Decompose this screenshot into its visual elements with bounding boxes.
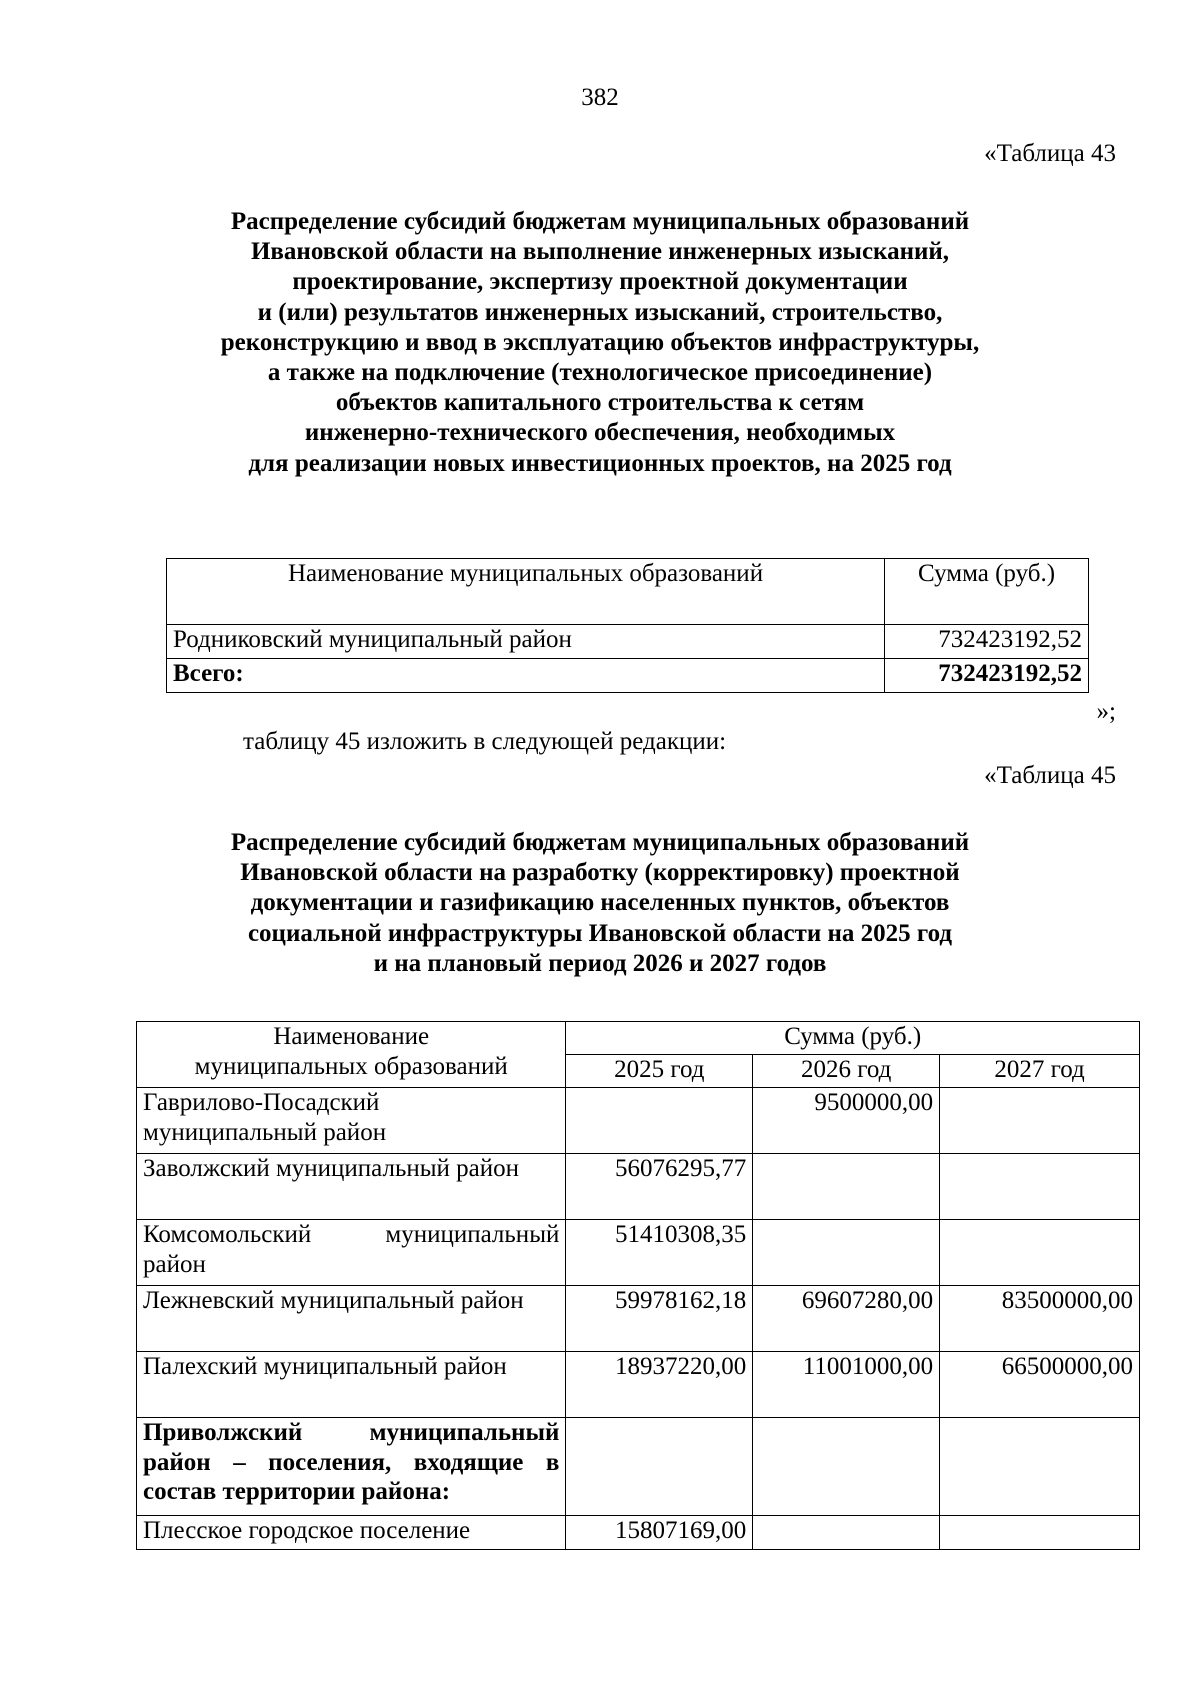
cell-2026: [753, 1516, 940, 1550]
cell-2025: 15807169,00: [566, 1516, 753, 1550]
table-row: [137, 1516, 1140, 1550]
heading-line: Ивановской области на выполнение инженерных изысканий,: [250, 238, 950, 266]
cell-2025: 18937220,00: [566, 1352, 753, 1418]
table-header-row: [167, 559, 1089, 625]
cell-name: Приволжский муниципальный район – поселения, входящие в состав территории района:: [137, 1418, 566, 1516]
table-45-reference: «Таблица 45: [984, 762, 1116, 789]
heading-line: социальной инфраструктуры Ивановской области на 2025 год: [247, 919, 953, 947]
table-header-row: [137, 1022, 1140, 1055]
table-45: [136, 1021, 1140, 1550]
table-43: [166, 558, 1089, 693]
cell-name: Гаврилово-Посадский муниципальный район: [137, 1088, 566, 1154]
cell-2027: [940, 1220, 1140, 1286]
cell-2025: 51410308,35: [566, 1220, 753, 1286]
table-row: [137, 1418, 1140, 1516]
cell-name: Лежневский муниципальный район: [137, 1286, 566, 1352]
table-row: [167, 625, 1089, 659]
cell-2026: 69607280,00: [753, 1286, 940, 1352]
column-header-sum: Сумма (руб.): [566, 1022, 1140, 1055]
column-header-name: Наименование муниципальных образований: [167, 559, 885, 625]
cell-2026: [753, 1220, 940, 1286]
heading-line: объектов капитального строительства к сетям: [335, 389, 865, 417]
cell-2027: [940, 1516, 1140, 1550]
cell-2026: 9500000,00: [753, 1088, 940, 1154]
heading-line: реконструкцию и ввод в эксплуатацию объектов инфраструктуры,: [220, 328, 980, 356]
cell-name: Заволжский муниципальный район: [137, 1154, 566, 1220]
heading-line: инженерно-технического обеспечения, необходимых: [304, 419, 896, 447]
heading-line: проектирование, экспертизу проектной документации: [292, 268, 908, 296]
heading-line: Ивановской области на разработку (корректировку) проектной: [240, 859, 960, 887]
cell-2025: 56076295,77: [566, 1154, 753, 1220]
cell-name: Палехский муниципальный район: [137, 1352, 566, 1418]
column-header-year: 2025 год: [566, 1055, 753, 1088]
heading-line: Распределение субсидий бюджетам муниципальных образований: [230, 829, 970, 856]
heading-line: документации и газификацию населенных пунктов, объектов: [250, 889, 950, 917]
total-label: Всего:: [167, 659, 885, 693]
table-row: [137, 1088, 1140, 1154]
column-header-sum: Сумма (руб.): [885, 559, 1089, 625]
closing-quote: »;: [1096, 698, 1116, 725]
cell-2025: 59978162,18: [566, 1286, 753, 1352]
heading-line: Распределение субсидий бюджетам муниципальных образований: [230, 208, 970, 235]
table-row: [137, 1220, 1140, 1286]
table-row: [137, 1154, 1140, 1220]
cell-2026: [753, 1154, 940, 1220]
table-total-row: [167, 659, 1089, 693]
column-header-year: 2027 год: [940, 1055, 1140, 1088]
cell-name: Плесское городское поселение: [137, 1516, 566, 1550]
column-header-name-line: муниципальных образований: [194, 1052, 508, 1080]
table-43-heading: [140, 207, 1060, 479]
column-header-name: [137, 1022, 566, 1088]
instruction-text: таблицу 45 изложить в следующей редакции:: [243, 728, 727, 755]
total-sum: 732423192,52: [885, 659, 1089, 693]
heading-line: и (или) результатов инженерных изысканий, строительство,: [257, 298, 943, 326]
cell-2026: [753, 1418, 940, 1516]
table-row: [137, 1352, 1140, 1418]
table-43-reference: «Таблица 43: [984, 140, 1116, 167]
cell-2027: 83500000,00: [940, 1286, 1140, 1352]
cell-name: Комсомольский муниципальный район: [137, 1220, 566, 1286]
cell-2025: [566, 1088, 753, 1154]
table-45-heading: [140, 828, 1060, 979]
page-number: 382: [581, 84, 619, 111]
column-header-year: 2026 год: [753, 1055, 940, 1088]
column-header-name-line: Наименование: [273, 1023, 430, 1050]
cell-2025: [566, 1418, 753, 1516]
cell-2027: 66500000,00: [940, 1352, 1140, 1418]
table-row: [137, 1286, 1140, 1352]
cell-2026: 11001000,00: [753, 1352, 940, 1418]
cell-2027: [940, 1418, 1140, 1516]
heading-line: для реализации новых инвестиционных проектов, на 2025 год: [248, 449, 952, 477]
heading-line: а также на подключение (технологическое присоединение): [267, 359, 933, 387]
cell-sum: 732423192,52: [885, 625, 1089, 659]
heading-line: и на плановый период 2026 и 2027 годов: [373, 949, 827, 977]
cell-2027: [940, 1088, 1140, 1154]
cell-2027: [940, 1154, 1140, 1220]
cell-name: Родниковский муниципальный район: [167, 625, 885, 659]
